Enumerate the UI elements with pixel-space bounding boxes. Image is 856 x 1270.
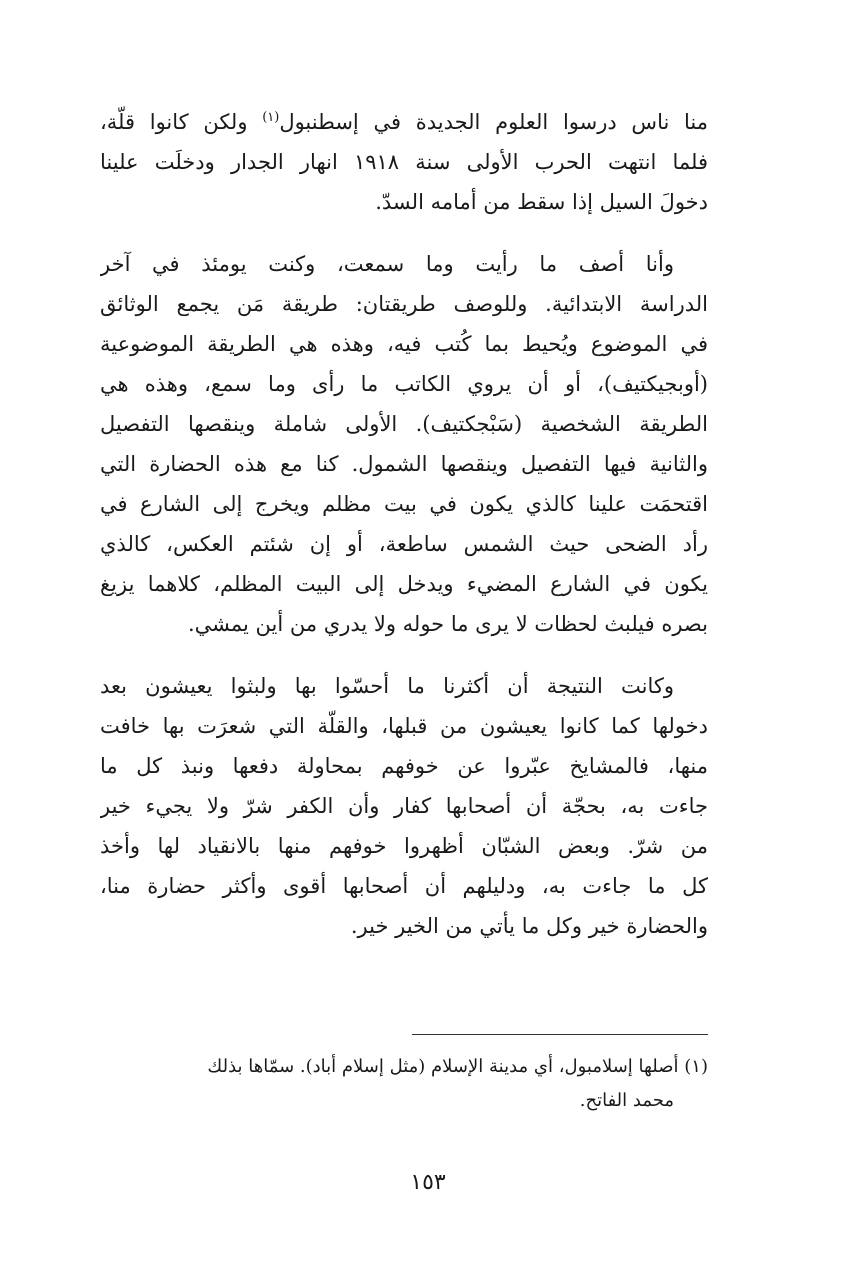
text-line: دخولها كما كانوا يعيشون من قبلها، والقلّة التي شعرَت بها خافت xyxy=(100,714,708,738)
footnote-line: محمد الفاتح. xyxy=(579,1090,674,1111)
footnote xyxy=(100,1050,708,1118)
text-line: وأنا أصف ما رأيت وما سمعت، وكنت يومئذ في آخر xyxy=(100,252,674,276)
text-line: والثانية فيها التفصيل وينقصها الشمول. كنا مع هذه الحضارة التي xyxy=(100,452,708,476)
paragraph-2 xyxy=(100,244,708,644)
text-line: بصره فيلبث لحظات لا يرى ما حوله ولا يدري من أين يمشي. xyxy=(187,612,708,636)
paragraph-1 xyxy=(100,102,708,222)
text-line: الدراسة الابتدائية. وللوصف طريقتان: طريقة مَن يجمع الوثائق xyxy=(100,292,708,316)
text-line: اقتحمَت علينا كالذي يكون في بيت مظلم ويخرج إلى الشارع في xyxy=(100,492,708,516)
text-line: من شرّ. وبعض الشبّان أظهروا خوفهم منها بالانقياد لها وأخذ xyxy=(100,834,708,858)
footnote-line: (١) أصلها إسلامبول، أي مدينة الإسلام (مثل إسلام أباد). سمّاها بذلك xyxy=(207,1056,708,1077)
text-line: كل ما جاءت به، ودليلهم أن أصحابها أقوى وأكثر حضارة منا، xyxy=(100,874,708,898)
text-line: والحضارة خير وكل ما يأتي من الخير خير. xyxy=(350,914,708,938)
text-line: وكانت النتيجة أن أكثرنا ما أحسّوا بها ولبثوا يعيشون بعد xyxy=(100,674,674,698)
text-line: منها، فالمشايخ عبّروا عن خوفهم بمحاولة دفعها ونبذ كل ما xyxy=(100,754,708,778)
text-line: رأد الضحى حيث الشمس ساطعة، أو إن شئتم العكس، كالذي xyxy=(100,532,708,556)
page-number: ١٥٣ xyxy=(410,1170,446,1195)
text-line: الطريقة الشخصية (سَبْجكتيف). الأولى شاملة وينقصها التفصيل xyxy=(100,412,708,436)
text-line: دخولَ السيل إذا سقط من أمامه السدّ. xyxy=(375,190,708,214)
footnote-marker: (١) xyxy=(262,110,280,125)
text-line: (أوبجيكتيف)، أو أن يروي الكاتب ما رأى وما سمع، وهذه هي xyxy=(100,372,708,396)
body-text xyxy=(100,102,708,968)
paragraph-3 xyxy=(100,666,708,946)
footnote-divider xyxy=(412,1034,708,1035)
text-line: فلما انتهت الحرب الأولى سنة ١٩١٨ انهار الجدار ودخلَت علينا xyxy=(100,150,708,174)
text-line: جاءت به، بحجّة أن أصحابها كفار وأن الكفر شرّ ولا يجيء خير xyxy=(100,794,708,818)
text-line: يكون في الشارع المضيء ويدخل إلى البيت المظلم، كلاهما يزيغ xyxy=(100,572,708,596)
text-line: منا ناس درسوا العلوم الجديدة في إسطنبول$^{(١)}$ ولكن كانوا قلّة، xyxy=(100,110,708,134)
text-line: في الموضوع ويُحيط بما كُتب فيه، وهذه هي الطريقة الموضوعية xyxy=(100,332,708,356)
